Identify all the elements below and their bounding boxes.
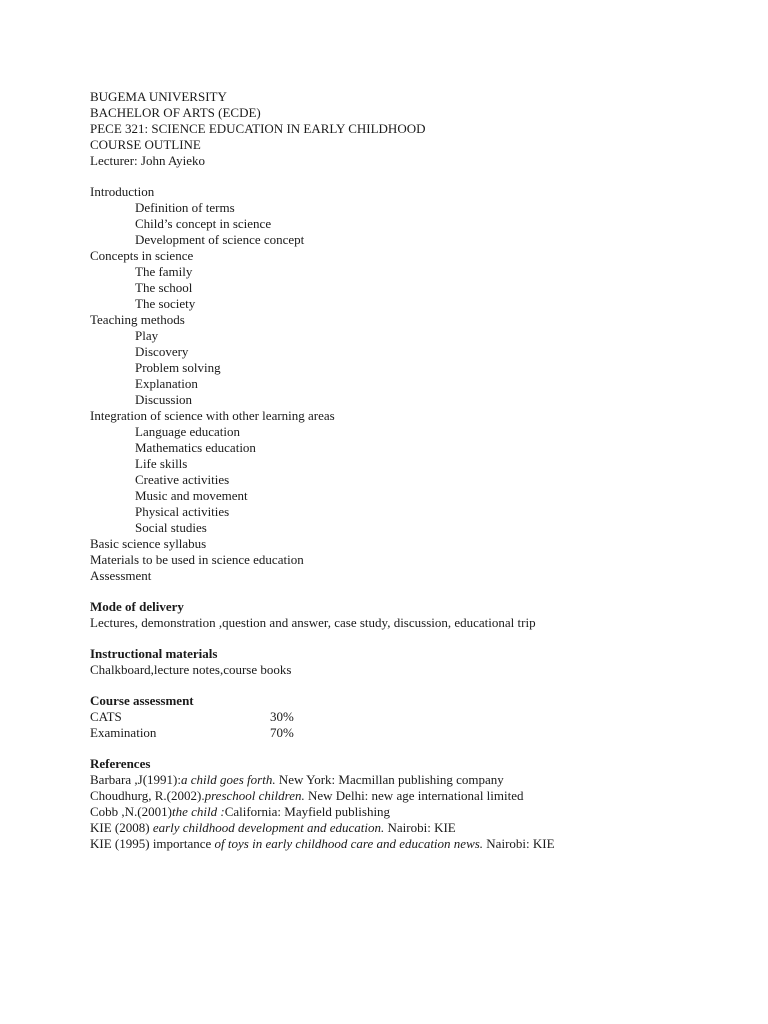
reference-title: early childhood development and education.	[152, 820, 385, 835]
outline-topic: Concepts in science	[90, 248, 194, 263]
outline-topic: Introduction	[90, 184, 155, 199]
reference-publisher: New Delhi: new age international limited	[304, 788, 524, 803]
delivery-heading: Mode of delivery	[90, 599, 184, 614]
reference-item	[90, 804, 730, 820]
outline-subtopic: Explanation	[135, 376, 198, 391]
reference-author: Choudhurg, R.(2002).	[90, 788, 205, 803]
assessment-heading: Course assessment	[90, 693, 194, 708]
reference-item	[90, 820, 730, 836]
reference-title: preschool children.	[204, 788, 305, 803]
outline-subtopic: Life skills	[135, 456, 188, 471]
outline-subtopic: Definition of terms	[135, 200, 235, 215]
outline-subtopic: Discovery	[135, 344, 189, 359]
outline-topic: Assessment	[90, 568, 152, 583]
delivery-text: Lectures, demonstration ,question and answer, case study, discussion, educational trip	[90, 615, 536, 630]
outline-topic: Materials to be used in science education	[90, 552, 304, 567]
course-title: PECE 321: SCIENCE EDUCATION IN EARLY CHILDHOOD	[90, 121, 426, 136]
outline-topic: Basic science syllabus	[90, 536, 207, 551]
university-name: BUGEMA UNIVERSITY	[90, 89, 227, 104]
outline-subtopic: Music and movement	[135, 488, 248, 503]
document-type: COURSE OUTLINE	[90, 137, 201, 152]
assessment-value: 30%	[270, 709, 294, 724]
outline-subtopic: Language education	[135, 424, 241, 439]
reference-title: of toys in early childhood care and education news.	[214, 836, 484, 851]
outline-subtopic: Play	[135, 328, 159, 343]
reference-publisher: California: Mayfield publishing	[224, 804, 391, 819]
materials-text: Chalkboard,lecture notes,course books	[90, 662, 292, 677]
spacer	[90, 169, 730, 184]
assessment-label: CATS	[90, 709, 122, 724]
outline-subtopic: Mathematics education	[135, 440, 256, 455]
outline-topic: Integration of science with other learning areas	[90, 408, 335, 423]
reference-item	[90, 788, 730, 804]
spacer	[90, 678, 730, 693]
reference-item	[90, 772, 730, 788]
assessment-value: 70%	[270, 725, 294, 740]
course-outline-list	[90, 184, 730, 584]
assessment-label: Examination	[90, 725, 157, 740]
reference-publisher: Nairobi: KIE	[483, 836, 555, 851]
outline-subtopic: Problem solving	[135, 360, 221, 375]
degree-name: BACHELOR OF ARTS (ECDE)	[90, 105, 261, 120]
reference-publisher: New York: Macmillan publishing company	[275, 772, 504, 787]
references-list	[90, 772, 730, 852]
references-heading: References	[90, 756, 151, 771]
assessment-row-cats	[90, 709, 730, 725]
outline-topic: Teaching methods	[90, 312, 185, 327]
reference-author: KIE (2008)	[90, 820, 153, 835]
outline-subtopic: Development of science concept	[135, 232, 305, 247]
lecturer-name: Lecturer: John Ayieko	[90, 153, 206, 168]
spacer	[90, 741, 730, 756]
reference-publisher: Nairobi: KIE	[384, 820, 456, 835]
outline-subtopic: The family	[135, 264, 193, 279]
reference-author: Barbara ,J(1991):	[90, 772, 181, 787]
materials-heading: Instructional materials	[90, 646, 218, 661]
reference-item	[90, 836, 730, 852]
spacer	[90, 631, 730, 646]
course-outline-document	[90, 89, 730, 852]
outline-subtopic: Physical activities	[135, 504, 230, 519]
outline-subtopic: The school	[135, 280, 193, 295]
reference-title: a child goes forth.	[180, 772, 276, 787]
reference-title: the child :	[171, 804, 225, 819]
reference-author: Cobb ,N.(2001)	[90, 804, 172, 819]
outline-subtopic: Creative activities	[135, 472, 230, 487]
assessment-row-examination	[90, 725, 730, 741]
reference-author: KIE (1995) importance	[90, 836, 215, 851]
outline-subtopic: Child’s concept in science	[135, 216, 272, 231]
spacer	[90, 584, 730, 599]
outline-subtopic: Discussion	[135, 392, 193, 407]
outline-subtopic: Social studies	[135, 520, 207, 535]
outline-subtopic: The society	[135, 296, 196, 311]
